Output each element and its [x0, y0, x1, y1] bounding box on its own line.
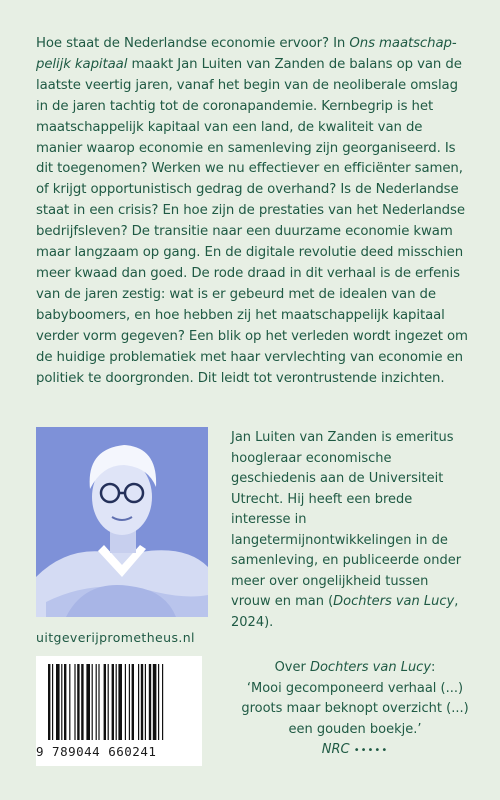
quote-book-title: Dochters van Lucy [309, 660, 432, 675]
back-cover-blurb [36, 34, 468, 389]
quote-source: NRC [321, 742, 350, 757]
quote-colon: : [431, 660, 436, 675]
quote-text: ‘Mooi gecomponeerd verhaal (...) groots maar beknopt overzicht (...) een gouden boekje.’ [241, 680, 469, 737]
blurb-body: maakt Jan Luiten van Zanden de balans op van de laatste veertig jaren, vanaf het begin van de neoliberale omslag in de jaren tachtig tot de coronapandemie. Kernbegrip is het maatschappelijk kapitaal van een land, de kwaliteit van de manier waarop economie en samenleving zijn georganiseerd. Is dit toegenomen? Werken we nu effectiever en efficiënter samen, of krijgt opportunistisch gedrag de overhand? Is de Nederlandse staat in een crisis? En hoe zijn de prestaties van het Nederlandse bedrijfsleven? De transitie naar een duurzame economie kwam maar langzaam op gang. En de digitale revolutie deed misschien meer kwaad dan goed. De rode draad in dit verhaal is de erfenis van de jaren zestig: wat is er gebeurd met de idealen van de babyboomers, en hoe hebben zij het maatschappelijk kapitaal verder vorm gegeven? Een blik op het verleden wordt ingezet om de huidige problematiek met haar vervlechting van economie en politiek te doorgronden. Dit leidt tot verontrustende inzichten. [36, 56, 468, 386]
book-title: Ons maatschappelijk kapitaal [36, 36, 457, 72]
author-bio [231, 428, 471, 633]
rating-dots: ••••• [353, 745, 389, 756]
quote-intro: Over [274, 660, 310, 675]
isbn-number: 9 789044 660241 [36, 744, 157, 759]
press-quote [232, 658, 478, 762]
bio-text: Jan Luiten van Zanden is emeritus hoogleraar economische geschiedenis aan de Universiteit Utrecht. Hij heeft een brede interesse in langetermijnontwikkelingen in de samenleving, en publiceerde onder meer over ongelijkheid tussen vrouw en man ( [231, 430, 462, 609]
barcode-bars [36, 656, 202, 744]
author-photo [36, 427, 208, 617]
blurb-intro: Hoe staat de Nederlandse economie ervoor? In [36, 36, 350, 51]
publisher-url[interactable]: uitgeverijprometheus.nl [36, 630, 195, 645]
barcode [36, 656, 202, 766]
bio-end: , 2024). [231, 594, 459, 630]
bio-book-title: Dochters van Lucy [333, 594, 455, 609]
author-portrait-image [36, 427, 208, 617]
